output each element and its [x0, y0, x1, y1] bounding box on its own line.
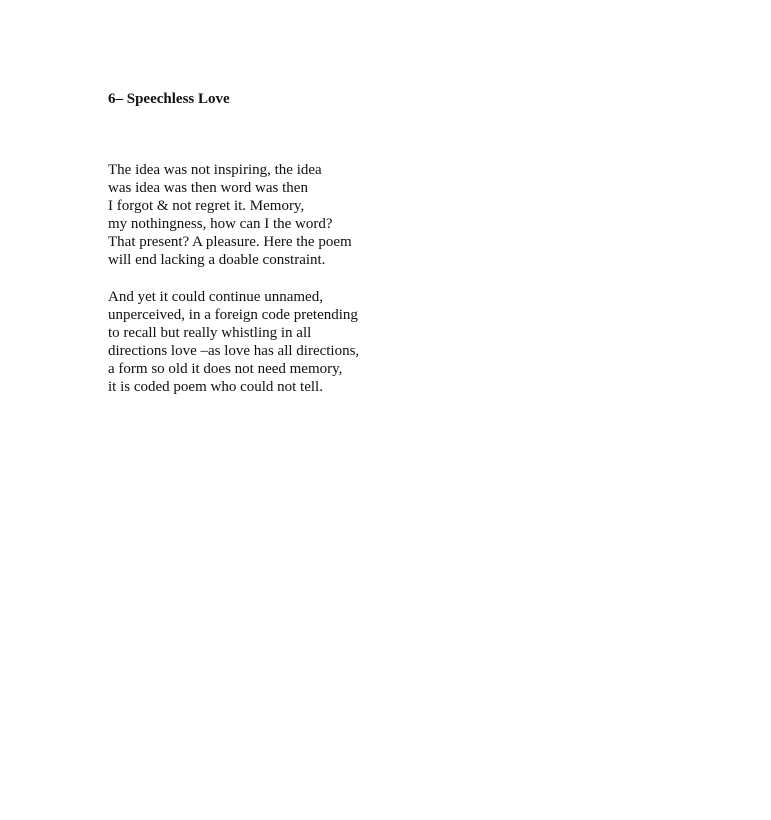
poem-line: it is coded poem who could not tell.	[108, 379, 323, 396]
poem-title: 6– Speechless Love	[108, 91, 230, 107]
poem-line: my nothingness, how can I the word?	[108, 216, 333, 233]
poem-line: was idea was then word was then	[108, 180, 308, 197]
poem-line: a form so old it does not need memory,	[108, 361, 343, 378]
poem-line: The idea was not inspiring, the idea	[108, 162, 322, 178]
poem-line: unperceived, in a foreign code pretending	[108, 307, 358, 324]
stanza-2	[108, 288, 359, 397]
poem-line: will end lacking a doable constraint.	[108, 252, 326, 269]
poem-line: to recall but really whistling in all	[108, 325, 312, 342]
poem-line: And yet it could continue unnamed,	[108, 289, 323, 305]
poem-line: directions love –as love has all directions,	[108, 343, 360, 360]
stanza-1	[108, 161, 352, 270]
poem-line: I forgot & not regret it. Memory,	[108, 198, 305, 215]
poem-line: That present? A pleasure. Here the poem	[108, 234, 352, 251]
